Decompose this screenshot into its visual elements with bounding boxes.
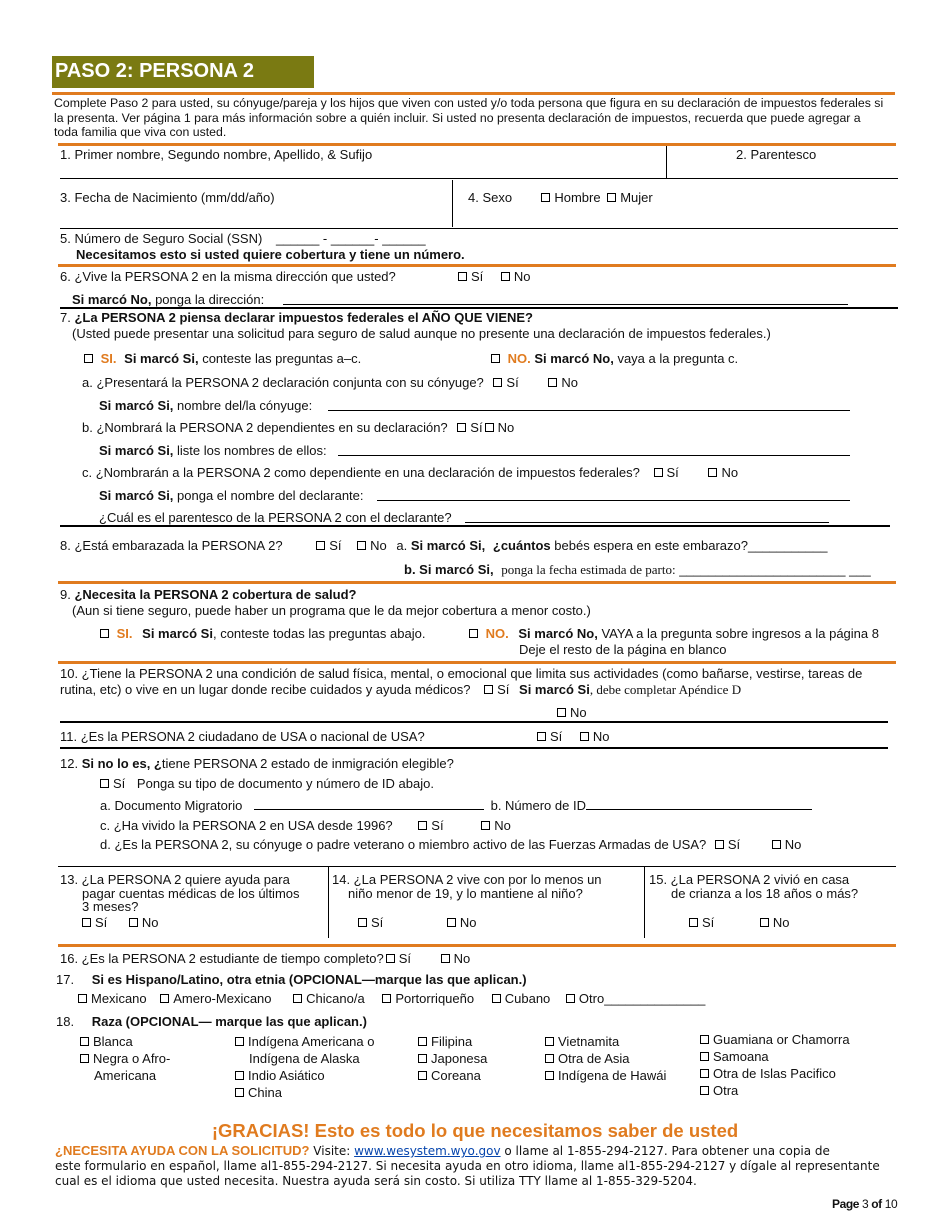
q18-negra: Negra o Afro-	[93, 1050, 171, 1066]
q9-label	[60, 587, 356, 602]
q18-col2	[235, 1034, 374, 1102]
q13-divider	[328, 867, 329, 938]
q11-options	[537, 729, 610, 744]
q14-divider	[644, 867, 645, 938]
page-title: PASO 2: PERSONA 2	[55, 60, 254, 82]
q8a-text: bebés espera en este embarazo?	[550, 538, 748, 553]
q8-rule	[58, 581, 896, 584]
q5-ssn-field[interactable]: ______ - ______- ______	[275, 231, 426, 246]
q18-indio-asiatico: Indio Asiático	[248, 1067, 325, 1083]
q13-options	[60, 916, 300, 930]
q7b-no-label: No	[497, 420, 515, 435]
q18-indigena-americana-checkbox[interactable]	[235, 1037, 244, 1046]
q5-rule	[58, 264, 896, 267]
q7-yes-checkbox[interactable]	[84, 354, 93, 363]
q9-no-text: VAYA a la pregunta sobre ingresos a la página 8	[597, 626, 879, 641]
q18-coreana-checkbox[interactable]	[418, 1071, 427, 1080]
q7-yes-label: SI.	[100, 351, 117, 366]
q13-line1: 13. ¿La PERSONA 2 quiere ayuda para	[60, 872, 290, 887]
page-total: 10	[884, 1197, 898, 1211]
q8-no-checkbox[interactable]	[357, 541, 366, 550]
q14-no-checkbox[interactable]	[447, 918, 456, 927]
q10-no-label: No	[570, 705, 587, 720]
q9-yes-label: SI.	[116, 626, 133, 641]
q3-label: 3. Fecha de Nacimiento (mm/dd/año)	[60, 190, 275, 205]
q12-label	[60, 756, 454, 771]
q18-otra-asia: Otra de Asia	[558, 1050, 630, 1066]
q18-col5	[700, 1032, 850, 1100]
q17-opt-6-checkbox[interactable]	[566, 994, 575, 1003]
q8a-bold: Si marcó Si,	[410, 538, 486, 553]
q13-yes-checkbox[interactable]	[82, 918, 91, 927]
q7-no-label: NO.	[507, 351, 531, 366]
q8-label: 8. ¿Está embarazada la PERSONA 2?	[60, 538, 283, 553]
q12a-document-field[interactable]	[254, 799, 484, 810]
q6-label: 6. ¿Vive la PERSONA 2 en la misma dirección que usted?	[60, 269, 396, 284]
q17-opt-1: Mexicano	[91, 991, 147, 1006]
q6-address-field[interactable]	[283, 304, 848, 305]
q7a-no-checkbox[interactable]	[548, 378, 557, 387]
q18-col3	[418, 1034, 487, 1085]
q16-yes-checkbox[interactable]	[386, 954, 395, 963]
q15-options	[649, 916, 858, 930]
q14-line2: niño menor de 19, y lo mantiene al niño?	[348, 885, 583, 901]
q7-no-text: vaya a la pregunta c.	[613, 351, 739, 366]
q7c-follow-text: ponga el nombre del declarante:	[173, 488, 364, 503]
q7b-follow	[99, 443, 327, 458]
q7b-follow-text: liste los nombres de ellos:	[173, 443, 327, 458]
q12c-yes-checkbox[interactable]	[418, 821, 427, 830]
q18-otra-asia-checkbox[interactable]	[545, 1054, 554, 1063]
page-number	[832, 1197, 897, 1211]
q9-no-row	[469, 626, 879, 641]
q7a-spouse-field[interactable]	[328, 410, 850, 411]
q10-text	[60, 666, 896, 698]
q12c-no-label: No	[494, 818, 511, 833]
q7a-no-label: No	[561, 375, 578, 390]
intro-rule	[58, 143, 896, 146]
q7c-no-label: No	[721, 465, 739, 480]
q6-follow-bold: Si marcó No,	[72, 292, 152, 307]
q18-islas-pacifico: Otra de Islas Pacifico	[713, 1065, 836, 1081]
q4-female-checkbox[interactable]	[607, 193, 616, 202]
q18-samoana: Samoana	[713, 1048, 769, 1064]
q3-field[interactable]	[60, 228, 898, 229]
q18-china-checkbox[interactable]	[235, 1088, 244, 1097]
help-visit: Visite:	[309, 1144, 355, 1158]
q6-options	[458, 269, 531, 284]
q18-indigena-alaska: Indígena de Alaska	[249, 1050, 360, 1066]
q11-no-label: No	[592, 729, 610, 744]
q14-no-label: No	[459, 915, 477, 931]
q7a-label: a. ¿Presentará la PERSONA 2 declaración conjunta con su cónyuge?	[82, 375, 484, 390]
q18-samoana-checkbox[interactable]	[700, 1052, 709, 1061]
q3-divider	[452, 180, 453, 227]
q12-rule	[58, 866, 896, 867]
q17-opt-4: Portorriqueño	[395, 991, 475, 1006]
q4-female-label: Mujer	[620, 190, 653, 205]
q9-no-text2: Deje el resto de la página en blanco	[519, 642, 727, 657]
q6-no-label: No	[513, 269, 531, 284]
q6-no-checkbox[interactable]	[501, 272, 510, 281]
q4-male-checkbox[interactable]	[541, 193, 550, 202]
q12d-yes-label: Sí	[727, 837, 741, 852]
q12-yes-row	[100, 776, 434, 791]
q12a-row	[100, 798, 812, 813]
q11-rule	[60, 747, 888, 749]
q2-label: 2. Parentesco	[736, 147, 817, 162]
q1-divider	[666, 146, 667, 178]
q18-label	[56, 1014, 367, 1029]
q15-box	[649, 873, 858, 930]
q12-question: tiene PERSONA 2 estado de inmigración elegible?	[161, 756, 454, 771]
q7c-follow	[99, 488, 364, 503]
q9-no-checkbox[interactable]	[469, 629, 478, 638]
q12c-no-checkbox[interactable]	[481, 821, 490, 830]
q7-yes-text: conteste las preguntas a–c.	[198, 351, 362, 366]
q12c-label: c. ¿Ha vivido la PERSONA 2 en USA desde 1996?	[100, 818, 393, 833]
title-rule	[52, 92, 895, 95]
q8a-count-field[interactable]: ___________	[747, 538, 828, 553]
q18-indigena-americana: Indígena Americana o	[248, 1034, 375, 1049]
q9-yes-bold: Si marcó Si	[142, 626, 213, 641]
q7b-follow-bold: Si marcó Si,	[99, 443, 174, 458]
q18-coreana: Coreana	[431, 1067, 481, 1083]
q16-row	[60, 951, 470, 966]
q7-no-checkbox[interactable]	[491, 354, 500, 363]
q17-opt-2: Amero-Mexicano	[173, 991, 272, 1006]
thanks-heading: ¡GRACIAS! Esto es todo lo que necesitamos saber de usted	[211, 1120, 739, 1141]
q7c-filer-field[interactable]	[377, 500, 850, 501]
q12-yes-label: Sí	[113, 776, 126, 791]
q13-yes-label: Sí	[95, 914, 108, 930]
q6-yes-checkbox[interactable]	[458, 272, 467, 281]
q12d-no-checkbox[interactable]	[772, 840, 781, 849]
q7-num: 7.	[60, 310, 75, 325]
q4-label: 4. Sexo	[468, 190, 513, 205]
q16-no-label: No	[453, 951, 471, 966]
q10-question: 10. ¿Tiene la PERSONA 2 una condición de salud física, mental, o emocional que limita sus actividades (como bañarse, vestirse, tareas de rutina, etc) o vive en un lugar donde recibe cuidados y ayuda médicos?	[60, 666, 863, 697]
q1-field[interactable]	[60, 178, 898, 179]
q17-opt-2-checkbox[interactable]	[160, 994, 169, 1003]
q8-no-label: No	[370, 538, 387, 553]
q10-yes-checkbox[interactable]	[484, 685, 493, 694]
help-line1: o llame al 1-855-294-2127. Para obtener una copia de	[500, 1144, 830, 1158]
page-title-bar	[52, 56, 314, 88]
q13-line3: 3 meses?	[82, 899, 139, 915]
help-line2: este formulario en español, llame al1-855-294-2127. Si necesita ayuda en otro idioma, llame al1-855-294-2127 y dígale al representante	[55, 1159, 880, 1174]
q18-vietnamita: Vietnamita	[558, 1034, 620, 1049]
q9-num: 9.	[60, 587, 75, 602]
q18-otra-checkbox[interactable]	[700, 1086, 709, 1095]
q9-rule	[58, 661, 896, 664]
q17-opt-1-checkbox[interactable]	[78, 994, 87, 1003]
q18-japonesa: Japonesa	[431, 1050, 488, 1066]
q12a-label: a. Documento Migratorio	[100, 798, 243, 813]
q12d-label: d. ¿Es la PERSONA 2, su cónyuge o padre veterano o miembro activo de las Fuerzas Armadas de USA?	[100, 837, 707, 852]
q16-no-checkbox[interactable]	[441, 954, 450, 963]
q11-yes-checkbox[interactable]	[537, 732, 546, 741]
q18-negra-line2: Americana	[94, 1067, 157, 1083]
q12d-row	[100, 837, 801, 852]
q15-yes-label: Sí	[702, 915, 715, 931]
q17-label	[56, 972, 527, 987]
q8b-bold: b. Si marcó Si,	[404, 562, 494, 577]
page-word: Page	[832, 1197, 860, 1211]
q7-no-bold: Si marcó No,	[534, 351, 614, 366]
q8b-date-field[interactable]: _______________________ ___	[679, 562, 871, 577]
q17-opt-5-checkbox[interactable]	[492, 994, 501, 1003]
q18-hawai: Indígena de Hawái	[558, 1067, 667, 1083]
q14-line1: 14. ¿La PERSONA 2 vive con por lo menos un	[332, 872, 602, 887]
q18-blanca-checkbox[interactable]	[80, 1037, 89, 1046]
q10-yes-text: , debe completar Apéndice D	[589, 681, 742, 697]
q18-negra-checkbox[interactable]	[80, 1054, 89, 1063]
q6-follow	[72, 292, 264, 307]
q12b-id-field[interactable]	[586, 799, 812, 810]
q18-question: Raza (OPCIONAL— marque las que aplican.)	[91, 1014, 367, 1029]
q17-opt-3-checkbox[interactable]	[293, 994, 302, 1003]
q16-label: 16. ¿Es la PERSONA 2 estudiante de tiempo completo?	[60, 951, 384, 966]
q7c-yes-label: Sí	[666, 465, 679, 480]
q18-filipina-checkbox[interactable]	[418, 1037, 427, 1046]
page-current: 3	[862, 1197, 869, 1211]
q16-yes-label: Sí	[398, 951, 412, 966]
q9-yes-text: , conteste todas las preguntas abajo.	[212, 626, 426, 641]
intro-text: Complete Paso 2 para usted, su cónyuge/pareja y los hijos que viven con usted y/o toda persona que figura en su declaración de impuestos federales si la presenta. Ver página 1 para más información sobre a quién incluir. Si usted no presenta declaración de impuestos, recuerda que puede agregar a toda familia que viva con usted.	[54, 96, 884, 139]
q7b-row	[82, 420, 514, 435]
q9-yes-checkbox[interactable]	[100, 629, 109, 638]
q7c-yes-checkbox[interactable]	[654, 468, 663, 477]
q18-filipina: Filipina	[431, 1034, 473, 1049]
q10-no-row	[557, 705, 587, 720]
q6-yes-label: Sí	[471, 269, 484, 284]
q9-no-bold: Si marcó No,	[518, 626, 598, 641]
q18-otra: Otra	[713, 1082, 739, 1098]
q7-no-row	[491, 351, 738, 366]
q15-no-label: No	[772, 915, 790, 931]
q5-row	[60, 231, 426, 246]
help-bold: ¿NECESITA AYUDA CON LA SOLICITUD?	[55, 1143, 310, 1158]
q18-islas-pacifico-checkbox[interactable]	[700, 1069, 709, 1078]
q11-yes-label: Sí	[550, 729, 563, 744]
q12c-yes-label: Sí	[431, 818, 444, 833]
q17-opt-4-checkbox[interactable]	[382, 994, 391, 1003]
q6-rule	[60, 307, 898, 309]
q7c-row	[82, 465, 738, 480]
q18-col1	[80, 1034, 170, 1085]
q14-yes-label: Sí	[371, 915, 384, 931]
q7c-relationship: ¿Cuál es el parentesco de la PERSONA 2 con el declarante?	[99, 510, 452, 525]
q10-rule	[60, 721, 888, 723]
q13-no-checkbox[interactable]	[129, 918, 138, 927]
q7a-follow	[99, 398, 312, 413]
q18-hawai-checkbox[interactable]	[545, 1071, 554, 1080]
q5-note: Necesitamos esto si usted quiere cobertura y tiene un número.	[76, 247, 465, 262]
q7c-label: c. ¿Nombrarán a la PERSONA 2 como dependiente en una declaración de impuestos federales?	[82, 465, 640, 480]
q13-line2: pagar cuentas médicas de los últimos	[82, 885, 300, 901]
q7b-dependents-field[interactable]	[338, 455, 850, 456]
q8a-bold2: ¿cuántos	[492, 538, 551, 553]
q7-sub: (Usted puede presentar una solicitud para seguro de salud aunque no presente una declaración de impuestos federales.)	[72, 326, 771, 341]
q7a-row	[82, 375, 578, 390]
q7a-yes-label: Sí	[506, 375, 519, 390]
q15-yes-checkbox[interactable]	[689, 918, 698, 927]
q12-bold: Si no lo es, ¿	[81, 756, 162, 771]
q14-box	[332, 873, 602, 930]
q7b-yes-checkbox[interactable]	[457, 423, 466, 432]
q14-options	[332, 916, 602, 930]
q12d-no-label: No	[784, 837, 802, 852]
q7-label	[60, 310, 533, 325]
q18-indio-asiatico-checkbox[interactable]	[235, 1071, 244, 1080]
q12c-row	[100, 818, 511, 833]
q9-no-label: NO.	[485, 626, 509, 641]
q7c-no-checkbox[interactable]	[708, 468, 717, 477]
q18-guamiana: Guamiana or Chamorra	[713, 1032, 850, 1047]
q17-opt-5: Cubano	[504, 991, 551, 1006]
q12-num: 12.	[60, 756, 82, 771]
q10-yes-label: Sí	[497, 681, 510, 697]
q18-blanca: Blanca	[93, 1034, 133, 1049]
q11-label: 11. ¿Es la PERSONA 2 ciudadano de USA o nacional de USA?	[60, 729, 425, 744]
q9-sub: (Aun si tiene seguro, puede haber un programa que le da mejor cobertura a menor costo.)	[72, 603, 591, 618]
q17-opt-3: Chicano/a	[306, 991, 365, 1006]
help-text	[55, 1143, 905, 1189]
q4-sex	[468, 190, 653, 205]
q12-yes-text: Ponga su tipo de documento y número de ID abajo.	[136, 776, 434, 791]
q9-question: ¿Necesita la PERSONA 2 cobertura de salud?	[74, 587, 357, 602]
q18-vietnamita-checkbox[interactable]	[545, 1037, 554, 1046]
q7c-relationship-field[interactable]	[465, 522, 829, 523]
q7b-no-checkbox[interactable]	[485, 423, 494, 432]
q7-yes-bold: Si marcó Si,	[124, 351, 199, 366]
q7b-yes-label: Sí	[470, 420, 483, 435]
q14-yes-checkbox[interactable]	[358, 918, 367, 927]
q12d-yes-checkbox[interactable]	[715, 840, 724, 849]
help-link[interactable]: www.wesystem.wyo.gov	[354, 1144, 501, 1158]
q9-yes-row	[100, 626, 425, 641]
q7c-follow-bold: Si marcó Si,	[99, 488, 174, 503]
q7-yes-row	[84, 351, 361, 366]
q8b-text: ponga la fecha estimada de parto:	[501, 562, 676, 577]
q6-follow-text: ponga la dirección:	[151, 292, 265, 307]
q7b-label: b. ¿Nombrará la PERSONA 2 dependientes en su declaración?	[82, 420, 448, 435]
q15-line1: 15. ¿La PERSONA 2 vivió en casa	[649, 872, 850, 887]
page-of: of	[871, 1197, 882, 1211]
q12-yes-checkbox[interactable]	[100, 779, 109, 788]
q15-no-checkbox[interactable]	[760, 918, 769, 927]
q10-no-checkbox[interactable]	[557, 708, 566, 717]
q7-rule	[60, 525, 890, 527]
q17-question: Si es Hispano/Latino, otra etnia (OPCIONAL—marque las que aplican.)	[91, 972, 527, 987]
q7a-follow-bold: Si marcó Si,	[99, 398, 174, 413]
q13-box	[60, 873, 300, 930]
q10-yes-bold: Si marcó Si	[519, 681, 590, 697]
q15-line2: de crianza a los 18 años o más?	[671, 885, 859, 901]
help-line3: cual es el idioma que usted necesita. Nuestra ayuda será sin costo. Si utiliza TTY llame al 1-855-329-5204.	[55, 1174, 697, 1189]
q8-yes-label: Sí	[329, 538, 342, 553]
q18-japonesa-checkbox[interactable]	[418, 1054, 427, 1063]
q8-yes-checkbox[interactable]	[316, 541, 325, 550]
q18-col4	[545, 1034, 666, 1085]
q7-question: ¿La PERSONA 2 piensa declarar impuestos federales el AÑO QUE VIENE?	[74, 310, 533, 325]
q11-no-checkbox[interactable]	[580, 732, 589, 741]
q18-num: 18.	[56, 1014, 75, 1029]
q15-rule	[58, 944, 896, 947]
q17-num: 17.	[56, 972, 75, 987]
q7a-follow-text: nombre del/la cónyuge:	[173, 398, 313, 413]
q8b-row	[404, 562, 871, 577]
q13-no-label: No	[141, 914, 159, 930]
q7a-yes-checkbox[interactable]	[493, 378, 502, 387]
q8a-prefix: a.	[396, 538, 408, 553]
q1-label: 1. Primer nombre, Segundo nombre, Apellido, & Sufijo	[60, 147, 373, 162]
q18-china: China	[248, 1084, 282, 1100]
q4-male-label: Hombre	[554, 190, 601, 205]
q18-guamiana-checkbox[interactable]	[700, 1035, 709, 1044]
q8-row	[60, 538, 828, 553]
q17-options	[78, 991, 705, 1006]
q5-label: 5. Número de Seguro Social (SSN)	[60, 231, 263, 246]
q12b-label: b. Número de ID	[490, 798, 586, 813]
q17-opt-6: Otro______________	[578, 991, 706, 1006]
